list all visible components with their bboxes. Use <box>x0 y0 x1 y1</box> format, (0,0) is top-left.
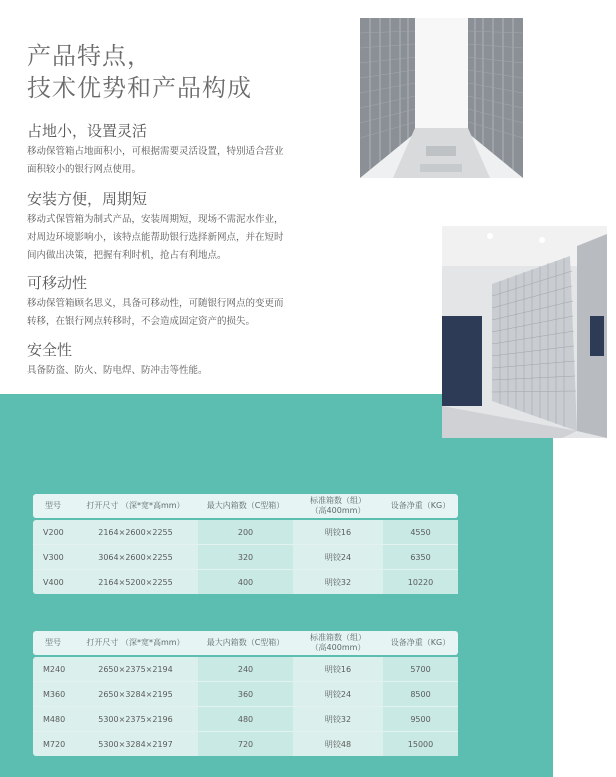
header-std-boxes-line2: （高400mm） <box>310 643 366 652</box>
cell-model: V200 <box>43 527 64 537</box>
spec-table-m-series <box>33 631 458 756</box>
cell-size: 5300×3284×2197 <box>98 739 173 749</box>
header-std-boxes <box>293 633 383 653</box>
table-header <box>33 494 458 518</box>
feature-heading: 安装方便，周期短 <box>27 190 148 208</box>
cell-max-boxes: 720 <box>237 739 254 749</box>
table-body <box>33 520 458 594</box>
feature-mobility <box>27 273 337 331</box>
header-weight: 设备净重（KG） <box>390 638 451 647</box>
cell-size: 2164×2600×2255 <box>98 527 173 537</box>
header-size: 打开尺寸 （深*宽*高mm） <box>86 638 185 647</box>
cell-size: 2164×5200×2255 <box>98 577 173 587</box>
feature-small-footprint <box>27 121 337 179</box>
cell-max-boxes: 480 <box>237 714 254 724</box>
table-row <box>33 682 458 707</box>
page-title <box>27 40 252 104</box>
header-std-boxes-line2: （高400mm） <box>310 506 366 515</box>
table-row <box>33 732 458 756</box>
cell-max-boxes: 400 <box>237 577 254 587</box>
cell-max-boxes: 360 <box>237 689 254 699</box>
cell-model: M480 <box>43 714 66 724</box>
cell-std-boxes: 明铰48 <box>324 739 352 749</box>
header-max-boxes: 最大内箱数（C型箱） <box>206 501 285 510</box>
feature-line: 具备防盗、防火、防电焊、防冲击等性能。 <box>27 365 208 376</box>
cell-std-boxes: 明铰32 <box>324 577 352 587</box>
cell-std-boxes: 明铰24 <box>324 689 352 699</box>
cell-model: V300 <box>43 552 64 562</box>
table-body <box>33 657 458 756</box>
cell-model: M240 <box>43 664 66 674</box>
cell-weight: 8500 <box>410 689 431 699</box>
cell-size: 5300×2375×2196 <box>98 714 173 724</box>
cell-weight: 10220 <box>407 577 434 587</box>
feature-heading: 安全性 <box>27 341 73 359</box>
cell-model: M720 <box>43 739 66 749</box>
feature-text <box>27 211 337 265</box>
table-row <box>33 570 458 594</box>
feature-heading: 占地小，设置灵活 <box>27 122 148 140</box>
table-row <box>33 545 458 570</box>
header-std-boxes <box>293 496 383 516</box>
cell-size: 2650×2375×2194 <box>98 664 173 674</box>
feature-easy-install <box>27 189 337 265</box>
feature-heading: 可移动性 <box>27 274 88 292</box>
feature-security <box>27 340 337 380</box>
feature-text <box>27 143 337 179</box>
feature-text <box>27 362 337 380</box>
cell-max-boxes: 240 <box>237 664 254 674</box>
cell-std-boxes: 明铰24 <box>324 552 352 562</box>
header-model: 型号 <box>45 638 61 647</box>
cell-size: 2650×3284×2195 <box>98 689 173 699</box>
feature-line: 移动保管箱顾名思义，具备可移动性，可随银行网点的变更而 <box>27 298 284 309</box>
feature-text <box>27 295 337 331</box>
cell-weight: 5700 <box>410 664 431 674</box>
cell-model: V400 <box>43 577 64 587</box>
cell-weight: 15000 <box>407 739 434 749</box>
feature-line: 面积较小的银行网点使用。 <box>27 164 142 175</box>
table-row <box>33 520 458 545</box>
cell-model: M360 <box>43 689 66 699</box>
cell-std-boxes: 明铰16 <box>324 527 352 537</box>
feature-line: 对周边环境影响小，该特点能帮助银行选择新网点，并在短时 <box>27 232 284 243</box>
cell-weight: 6350 <box>410 552 431 562</box>
feature-line: 转移，在银行网点转移时，不会造成固定资产的损失。 <box>27 316 256 327</box>
cell-std-boxes: 明铰32 <box>324 714 352 724</box>
feature-line: 间内做出决策，把握有利时机，抢占有利地点。 <box>27 250 227 261</box>
title-line-2: 技术优势和产品构成 <box>27 74 252 102</box>
feature-line: 移动保管箱占地面积小，可根据需要灵活设置，特别适合营业 <box>27 146 284 157</box>
cell-weight: 4550 <box>410 527 431 537</box>
cell-weight: 9500 <box>410 714 431 724</box>
table-row <box>33 707 458 732</box>
header-size: 打开尺寸 （深*宽*高mm） <box>86 501 185 510</box>
title-line-1: 产品特点， <box>27 42 152 70</box>
header-model: 型号 <box>45 501 61 510</box>
table-row <box>33 657 458 682</box>
table-header <box>33 631 458 655</box>
cell-std-boxes: 明铰16 <box>324 664 352 674</box>
header-weight: 设备净重（KG） <box>390 501 451 510</box>
spec-table-v-series <box>33 494 458 594</box>
header-std-boxes-line1: 标准箱数（组） <box>310 496 366 505</box>
photo-safe-deposit-wall <box>442 226 607 438</box>
cell-max-boxes: 200 <box>237 527 254 537</box>
photo-safe-deposit-corridor <box>360 18 523 178</box>
feature-line: 移动式保管箱为制式产品，安装周期短，现场不需泥水作业， <box>27 214 284 225</box>
header-std-boxes-line1: 标准箱数（组） <box>310 633 366 642</box>
cell-size: 3064×2600×2255 <box>98 552 173 562</box>
cell-max-boxes: 320 <box>237 552 254 562</box>
header-max-boxes: 最大内箱数（C型箱） <box>206 638 285 647</box>
